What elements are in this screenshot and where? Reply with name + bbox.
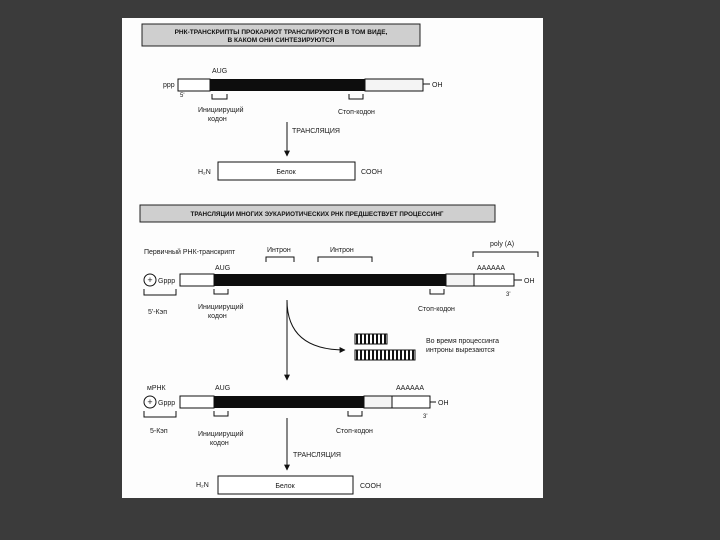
- init-codon-label-1: Инициирущий: [198, 107, 244, 114]
- section-mature-mrna: [144, 385, 449, 494]
- poly-a-bracket: [473, 252, 538, 257]
- init-codon-label-2b: кодон: [208, 313, 227, 320]
- three-prime-label-2: 3': [506, 292, 511, 298]
- stop-codon-label: Стоп-кодон: [338, 109, 375, 116]
- section-prokaryote: [142, 24, 443, 180]
- h2n-label-3: H₂N: [196, 482, 209, 489]
- primary-coding-region: [214, 274, 446, 286]
- aaaaaa-label-2: AAAAAA: [477, 265, 506, 272]
- primary-transcript-label: Первичный РНК-транскрипт: [144, 249, 236, 256]
- processing-note-1: Во время процессинга: [426, 338, 500, 345]
- protein-label-3: Белок: [275, 483, 295, 490]
- section-eukaryote-primary: [140, 205, 538, 360]
- translation-label: ТРАНСЛЯЦИЯ: [292, 128, 340, 135]
- stop-codon-bracket: [349, 94, 363, 99]
- oh-label-3: OH: [438, 400, 449, 407]
- intron-bracket-2: [318, 257, 372, 262]
- poly-a-label: poly (A): [490, 241, 515, 248]
- three-prime-label-3: 3': [423, 414, 428, 420]
- excised-intron-1: [355, 334, 387, 344]
- stop-codon-label-2: Стоп-кодон: [418, 306, 455, 313]
- mrna-3utr: [365, 79, 423, 91]
- mrna-coding-region: [210, 79, 365, 91]
- init-codon-bracket: [212, 94, 227, 99]
- init-codon-label-2a: Инициирущий: [198, 304, 244, 311]
- stop-codon-bracket-2: [430, 289, 444, 294]
- cap-label: 5'-Кэп: [148, 309, 168, 316]
- banner-prokaryote-line2: В КАКОМ ОНИ СИНТЕЗИРУЮТСЯ: [227, 37, 335, 44]
- mrna3-poly-a: [392, 396, 430, 408]
- init-codon-label-3a: Инициирущий: [198, 431, 244, 438]
- cap-bracket-3: [144, 411, 176, 417]
- oh-label: OH: [432, 82, 443, 89]
- processing-note-2: интроны вырезаются: [426, 347, 495, 354]
- h2n-label: H₂N: [198, 169, 211, 176]
- five-prime-label: 5': [180, 93, 185, 99]
- mrna-label: мРНК: [147, 385, 166, 392]
- ppp-label: ppp: [163, 82, 175, 89]
- protein-label: Белок: [276, 169, 296, 176]
- mrna3-3utr: [364, 396, 392, 408]
- mrna3-5utr: [180, 396, 214, 408]
- banner-prokaryote-line1: РНК-ТРАНСКРИПТЫ ПРОКАРИОТ ТРАНСЛИРУЮТСЯ В ТОМ ВИДЕ,: [174, 29, 388, 36]
- intron-label-1: Интрон: [267, 247, 291, 254]
- primary-5utr: [180, 274, 214, 286]
- init-codon-bracket-2: [214, 289, 228, 294]
- gppp-label: Gppp: [158, 278, 176, 285]
- cap-label-3: 5-Кэп: [150, 428, 168, 435]
- aug-label-2: AUG: [215, 265, 231, 272]
- stop-codon-bracket-3: [348, 411, 362, 416]
- mrna3-coding-region: [214, 396, 364, 408]
- cooh-label: COOH: [361, 169, 382, 176]
- aaaaaa-label-3: AAAAAA: [396, 385, 425, 392]
- cap-bracket: [144, 289, 176, 295]
- aug-label-3: AUG: [215, 385, 231, 392]
- stop-codon-label-3: Стоп-кодон: [336, 428, 373, 435]
- cap-plus-sign: +: [147, 275, 153, 285]
- excised-intron-2: [355, 350, 415, 360]
- init-codon-label-3b: кодон: [210, 440, 229, 447]
- oh-label-2: OH: [524, 278, 535, 285]
- primary-3utr: [446, 274, 474, 286]
- init-codon-bracket-3: [214, 411, 228, 416]
- processing-curve-arrow: [287, 300, 345, 350]
- cap-plus-sign-3: +: [147, 397, 153, 407]
- intron-label-2: Интрон: [330, 247, 354, 254]
- translation-label-3: ТРАНСЛЯЦИЯ: [293, 452, 341, 459]
- primary-poly-a: [474, 274, 514, 286]
- gppp-label-3: Gppp: [158, 400, 176, 407]
- banner-eukaryote-text: ТРАНСЛЯЦИИ МНОГИХ ЭУКАРИОТИЧЕСКИХ РНК ПРЕДШЕСТВУЕТ ПРОЦЕССИНГ: [190, 211, 444, 218]
- init-codon-label-2: кодон: [208, 116, 227, 123]
- aug-label: AUG: [212, 68, 228, 75]
- mrna-5utr: [178, 79, 210, 91]
- cooh-label-3: COOH: [360, 483, 381, 490]
- intron-bracket-1: [266, 257, 294, 262]
